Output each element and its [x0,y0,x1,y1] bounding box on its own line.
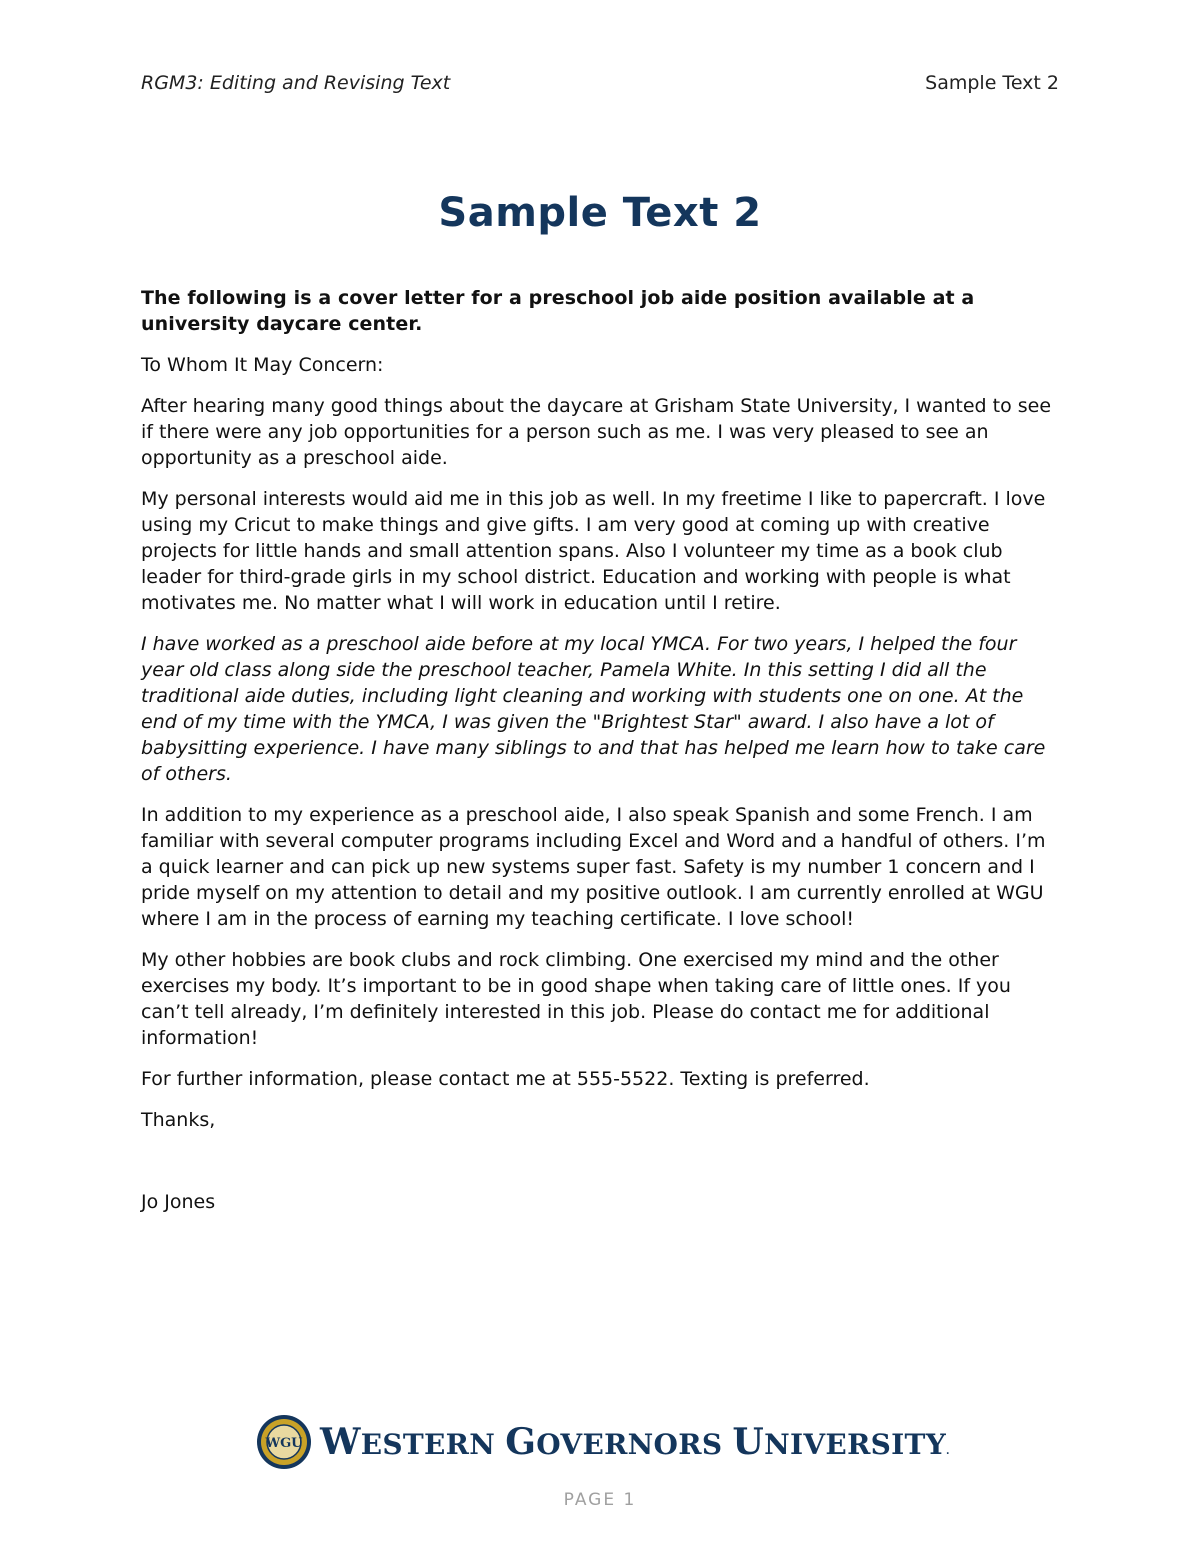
intro-text: The following is a cover letter for a preschool job aide position available at a university daycare center. [141,287,975,335]
logo-wordmark: WESTERN GOVERNORS UNIVERSITY. [320,1421,950,1463]
page-number: PAGE 1 [563,1490,637,1510]
signature-spacer [141,1148,1061,1189]
letter-paragraph: My other hobbies are book clubs and rock climbing. One exercised my mind and the other exercises my body. It’s important to be in good shape when taking care of little ones. If you can’t tell already, I’m definitely interested in this job. Please do contact me for additional information! [141,949,1011,1049]
letter-salutation: To Whom It May Concern: [141,354,384,376]
letter-closing: Thanks, [141,1109,216,1131]
letter-paragraph: After hearing many good things about the daycare at Grisham State University, I wanted to see if there were any job opportunities for a person such as me. I was very pleased to see an opportunity as a preschool aide. [141,395,1052,469]
letter-paragraph-italic: I have worked as a preschool aide before at my local YMCA. For two years, I helped the four year old class along side the preschool teacher, Pamela White. In this setting I did all the traditional aide duties, including light cleaning and working with students one on one. At the end of my time with the YMCA, I was given the "Brightest Star" award. I also have a lot of babysitting experience. I have many siblings to and that has helped me learn how to take care of others. [141,633,1046,785]
document-body [141,285,1061,1230]
running-header-right: Sample Text 2 [925,72,1059,94]
letter-paragraph: For further information, please contact me at 555-5522. Texting is preferred. [141,1068,870,1090]
running-header-left: RGM3: Editing and Revising Text [141,72,451,94]
university-seal-icon [256,1414,312,1470]
wgu-logo [256,1412,950,1472]
letter-signature: Jo Jones [141,1191,216,1213]
letter-paragraph: In addition to my experience as a preschool aide, I also speak Spanish and some French. I am familiar with several computer programs including Excel and Word and a handful of others. I’m a quick learner and can pick up new systems super fast. Safety is my number 1 concern and I pride myself on my attention to detail and my positive outlook. I am currently enrolled at WGU where I am in the process of earning my teaching certificate. I love school! [141,804,1046,930]
letter-paragraph: My personal interests would aid me in this job as well. In my freetime I like to papercraft. I love using my Cricut to make things and give gifts. I am very good at coming up with creative projects for little hands and small attention spans. Also I volunteer my time as a book club leader for third-grade girls in my school district. Education and working with people is what motivates me. No matter what I will work in education until I retire. [141,488,1046,614]
svg-text:WGU: WGU [265,1436,303,1451]
page-title: Sample Text 2 [438,190,762,236]
